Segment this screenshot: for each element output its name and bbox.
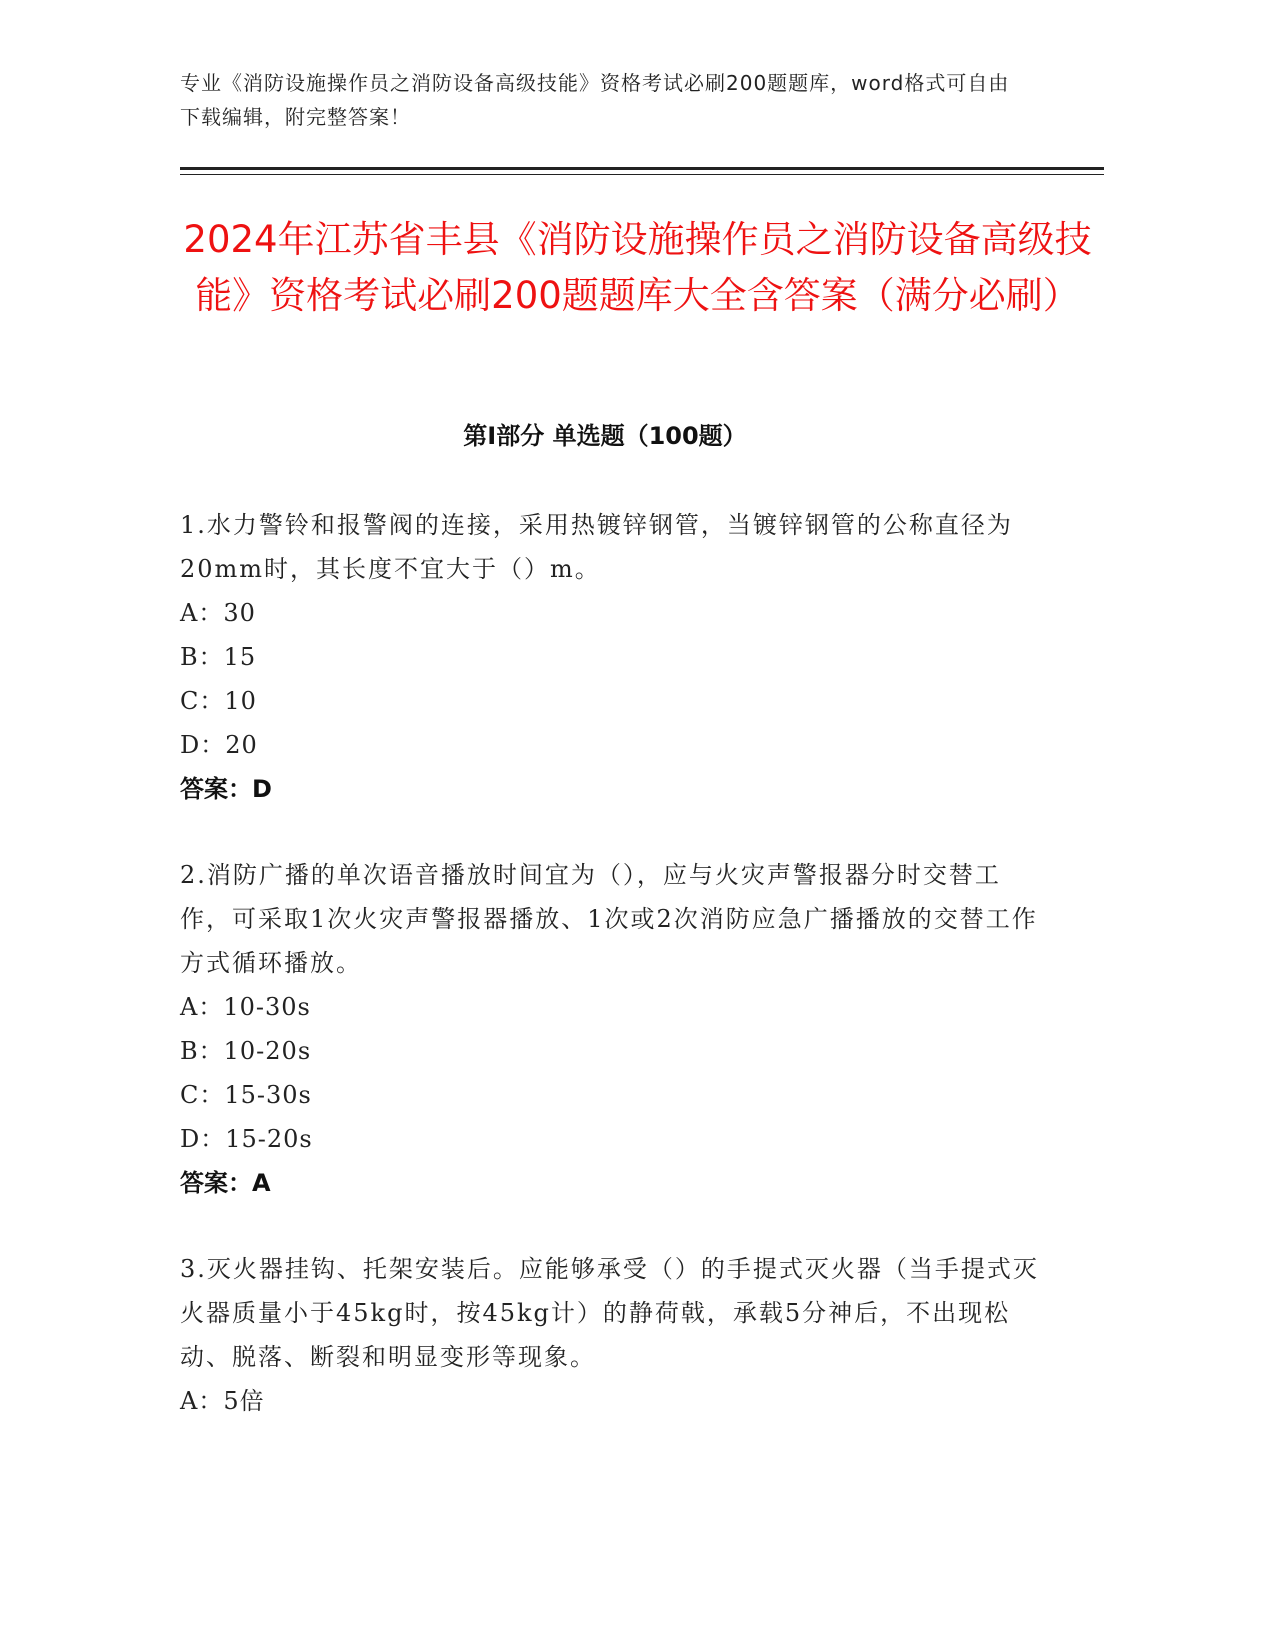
option-c: C：10 xyxy=(180,687,257,715)
section-title: 第I部分 单选题（100题） xyxy=(463,422,747,450)
option-b: B：10-20s xyxy=(180,1037,312,1065)
question-2 xyxy=(180,853,1040,1205)
question-stem: 2.消防广播的单次语音播放时间宜为（），应与火灾声警报器分时交替工作，可采取1次火灾声警报器播放、1次或2次消防应急广播播放的交替工作方式循环播放。 xyxy=(180,861,1038,977)
question-3 xyxy=(180,1247,1040,1423)
header-divider-thin xyxy=(180,174,1104,175)
option-a: A：30 xyxy=(180,599,256,627)
option-d: D：20 xyxy=(180,731,258,759)
document-title: 2024年江苏省丰县《消防设施操作员之消防设备高级技能》资格考试必刷200题题库大全含答案（满分必刷） xyxy=(183,218,1092,317)
answer: 答案：D xyxy=(180,775,272,803)
question-stem: 3.灭火器挂钩、托架安装后。应能够承受（）的手提式灭火器（当手提式灭火器质量小于45kg时，按45kg计）的静荷戟，承载5分神后，不出现松动、脱落、断裂和明显变形等现象。 xyxy=(180,1255,1039,1371)
option-a: A：10-30s xyxy=(180,993,311,1021)
question-1 xyxy=(180,503,1040,811)
answer: 答案：A xyxy=(180,1169,271,1197)
question-stem: 1.水力警铃和报警阀的连接，采用热镀锌钢管，当镀锌钢管的公称直径为20mm时，其长度不宜大于（）m。 xyxy=(180,511,1013,583)
option-b: B：15 xyxy=(180,643,257,671)
option-a: A：5倍 xyxy=(180,1387,265,1415)
header-divider-thick xyxy=(180,167,1104,170)
header-note: 专业《消防设施操作员之消防设备高级技能》资格考试必刷200题题库，word格式可自由下载编辑，附完整答案！ xyxy=(180,71,1010,129)
option-d: D：15-20s xyxy=(180,1125,313,1153)
option-c: C：15-30s xyxy=(180,1081,312,1109)
question-list xyxy=(180,503,1040,1465)
